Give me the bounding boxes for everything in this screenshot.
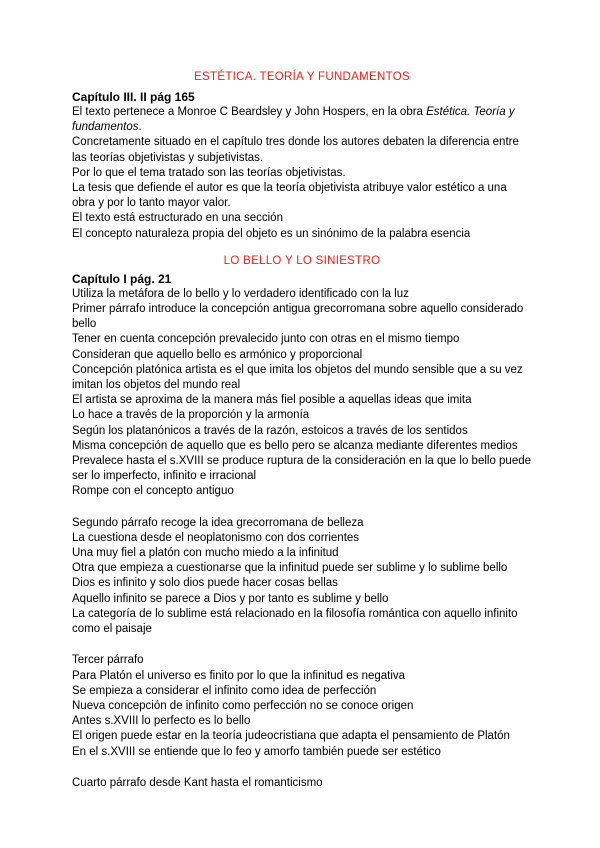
paragraph-line: Una muy fiel a platón con mucho miedo a la infinitud	[72, 547, 339, 560]
paragraph-gap	[72, 760, 532, 776]
paragraph-line: El origen puede estar en la teoría judeocristiana que adapta el pensamiento de Platón	[72, 730, 510, 743]
paragraph-line: Antes s.XVIII lo perfecto es lo bello	[72, 715, 251, 728]
chapter-heading-2: Capítulo I pág. 21	[72, 271, 172, 286]
paragraph-line: Cuarto párrafo desde Kant hasta el romanticismo	[72, 776, 323, 789]
paragraph-line: Prevalece hasta el s.XVIII se produce ruptura de la consideración en la que lo bello puede ser lo imperfecto, infinito e irracional	[72, 455, 532, 483]
paragraph-line: Según los platanónicos a través de la razón, estoicos a través de los sentidos	[72, 424, 468, 437]
paragraph-line: La categoría de lo sublime está relacionado en la filosofía romántica con aquello infinito como el paisaje	[72, 607, 518, 636]
text-span: .	[138, 121, 142, 134]
book-title: Estética. Teoría y fundamentos	[72, 106, 515, 134]
paragraph-line	[72, 105, 532, 135]
paragraph-line: Concepción platónica artista es el que imita los objetos del mundo sensible que a su vez imitan los objetos del mundo real	[72, 363, 523, 392]
paragraph-line: La tesis que defiende el autor es que la teoría objetivista atribuye valor estético a una obra y por lo tanto mayor valor.	[72, 182, 507, 210]
section-title-estetica: ESTÉTICA. TEORÍA Y FUNDAMENTOS	[194, 71, 410, 83]
paragraph-line: El artista se aproxima de la manera más fiel posible a aquellas ideas que imita	[72, 394, 472, 407]
paragraph-line: Aquello infinito se parece a Dios y por tanto es sublime y bello	[72, 592, 389, 605]
paragraph-line: Dios es infinito y solo dios puede hacer cosas bellas	[72, 577, 338, 590]
paragraph-line: Consideran que aquello bello es armónico y proporcional	[72, 348, 363, 361]
section-title-bello: LO BELLO Y LO SINIESTRO	[223, 254, 381, 267]
paragraph-gap	[72, 637, 532, 653]
document-content	[72, 70, 532, 791]
chapter-heading-1: Capítulo III. II pág 165	[72, 90, 195, 104]
paragraph-line: Nueva concepción de infinito como perfección no se conoce origen	[72, 699, 414, 712]
paragraph-line: En el s.XVIII se entiende que lo feo y amorfo también puede ser estético	[72, 745, 441, 758]
paragraph-line: Concretamente situado en el capítulo tres donde los autores debaten la diferencia entre las teorías objetivistas y subjetivistas.	[72, 136, 519, 164]
paragraph-line: Primer párrafo introduce la concepción antigua grecorromana sobre aquello considerado bello	[72, 303, 524, 331]
paragraph-line: Segundo párrafo recoge la idea grecorromana de belleza	[72, 516, 364, 529]
text-span: El texto pertenece a Monroe C Beardsley y John Hospers, en la obra	[72, 106, 427, 118]
paragraph-line: Utiliza la metáfora de lo bello y lo verdadero identificado con la luz	[72, 287, 409, 300]
paragraph-gap	[72, 500, 532, 516]
paragraph-line: Tener en cuenta concepción prevalecido junto con otras en el mismo tiempo	[72, 333, 460, 346]
paragraph-line: Tercer párrafo	[72, 654, 144, 667]
paragraph-line: Se empieza a considerar el infinito como idea de perfección	[72, 684, 377, 697]
paragraph-line: Por lo que el tema tratado son las teorías objetivistas.	[72, 166, 346, 179]
paragraph-line: El texto está estructurado en una sección	[72, 212, 283, 225]
paragraph-line: Para Platón el universo es finito por lo que la infinitud es negativa	[72, 669, 406, 682]
paragraph-line: Misma concepción de aquello que es bello pero se alcanza mediante diferentes medios	[72, 439, 518, 452]
paragraph-line: Rompe con el concepto antiguo	[72, 485, 234, 498]
paragraph-line: El concepto naturaleza propia del objeto es un sinónimo de la palabra esencia	[72, 227, 471, 240]
paragraph-line: Otra que empieza a cuestionarse que la infinitud puede ser sublime y lo sublime bello	[72, 562, 508, 575]
paragraph-line: La cuestiona desde el neoplatonismo con dos corrientes	[72, 531, 360, 544]
paragraph-line: Lo hace a través de la proporción y la armonía	[72, 409, 310, 422]
